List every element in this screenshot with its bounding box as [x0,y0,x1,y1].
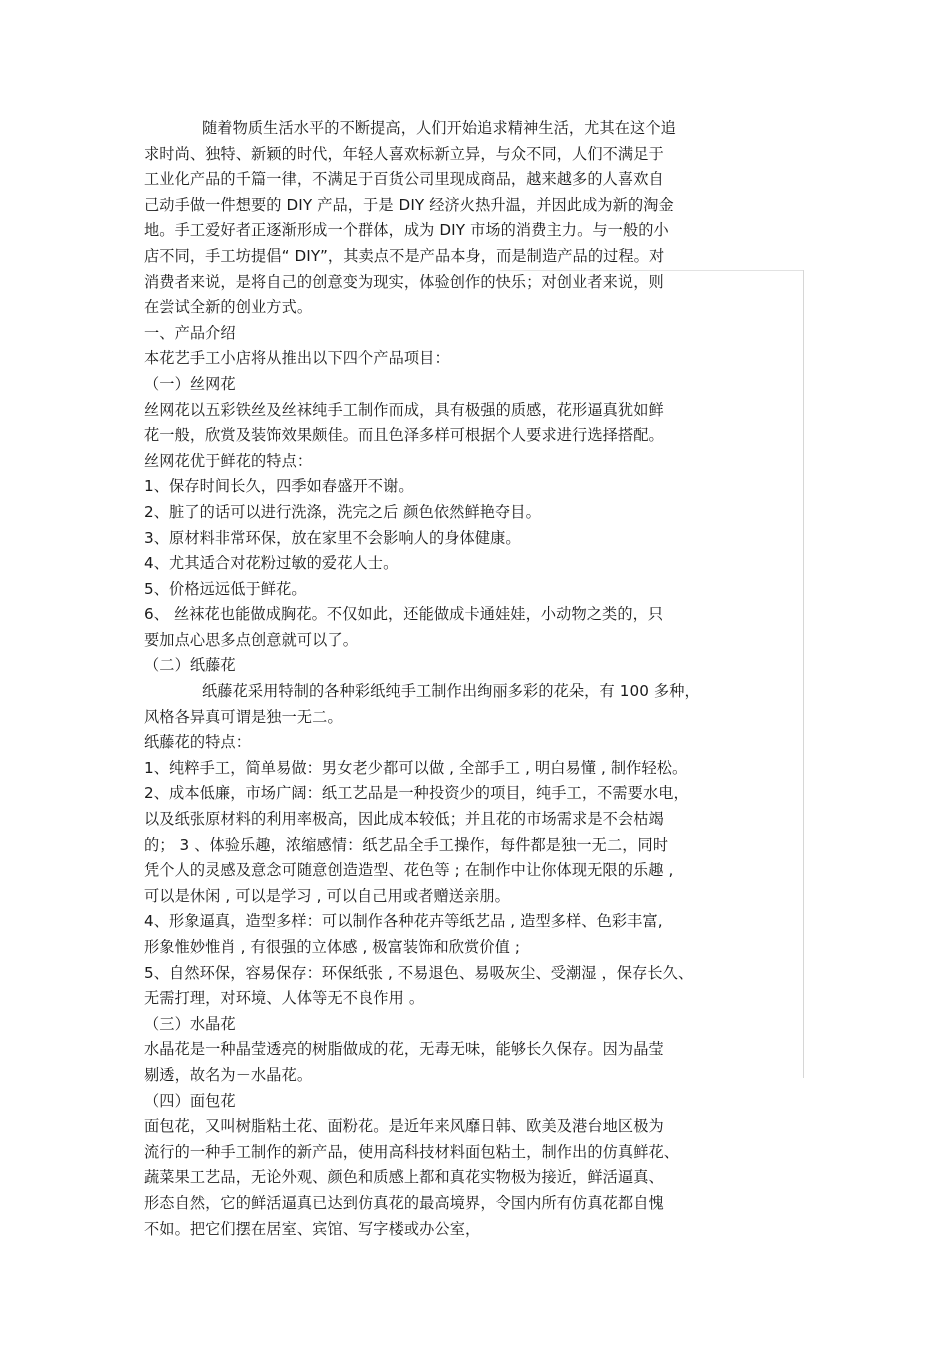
text-line: （一）丝网花 [144,374,236,393]
text-line: 丝网花优于鲜花的特点： [144,451,313,470]
document-body [144,116,809,1242]
text-line: （四）面包花 [144,1091,236,1110]
text-line: 水晶花是一种晶莹透亮的树脂做成的花，无毒无味，能够长久保存。因为晶莹 [144,1040,664,1059]
text-line: 2、脏了的话可以进行洗涤，洗完之后 颜色依然鲜艳夺目。 [144,502,541,521]
text-line: （二）纸藤花 [144,656,236,675]
text-line: 本花艺手工小店将从推出以下四个产品项目： [144,349,450,368]
text-line: 2、成本低廉，市场广阔：纸工艺品是一种投资少的项目，纯手工，不需要水电， [144,784,689,803]
text-line: 1、保存时间长久，四季如春盛开不谢。 [144,477,414,496]
text-line: 5、自然环保，容易保存：环保纸张 , 不易退色、易吸灰尘、受潮湿 ，保存长久、 [144,963,694,982]
text-line: 凭个人的灵感及意念可随意创造造型、花色等 ; 在制作中让你体现无限的乐趣 , [144,861,674,880]
text-line: 风格各异真可谓是独一无二。 [144,707,343,726]
text-line: 不如。把它们摆在居室、宾馆、写字楼或办公室， [144,1219,481,1238]
text-line: 形象惟妙惟肖 , 有很强的立体感 , 极富装饰和欣赏价值 ; [144,938,521,956]
text-line: 纸藤花采用特制的各种彩纸纯手工制作出绚丽多彩的花朵，有 100 多种， [202,682,700,701]
text-line: 以及纸张原材料的利用率极高，因此成本较低；并且花的市场需求是不会枯竭 [144,810,664,829]
text-line: 1、纯粹手工，简单易做：男女老少都可以做 , 全部手工 , 明白易懂 , 制作轻松。 [144,758,688,777]
text-line: 4、尤其适合对花粉过敏的爱花人士。 [144,554,399,573]
text-line: 剔透，故名为－水晶花。 [144,1065,313,1084]
text-line: 流行的一种手工制作的新产品，使用高科技材料面包粘土，制作出的仿真鲜花、 [144,1142,680,1161]
text-line: 3、原材料非常环保，放在家里不会影响人的身体健康。 [144,528,521,547]
text-line: 店不同，手工坊提倡“ DIY”，其卖点不是产品本身，而是制造产品的过程。对 [144,246,665,265]
text-line: 地。手工爱好者正逐渐形成一个群体，成为 DIY 市场的消费主力。与一般的小 [144,221,669,240]
text-line: 一、产品介绍 [144,323,236,342]
text-line: 4、形象逼真，造型多样：可以制作各种花卉等纸艺品 , 造型多样、色彩丰富, [144,912,663,931]
text-line: 求时尚、独特、新颖的时代，年轻人喜欢标新立异，与众不同，人们不满足于 [144,144,664,163]
text-line: （三）水晶花 [144,1014,236,1033]
text-line: 丝网花以五彩铁丝及丝袜纯手工制作而成，具有极强的质感，花形逼真犹如鲜 [144,400,664,419]
text-line: 面包花，又叫树脂粘土花、面粉花。是近年来风靡日韩、欧美及港台地区极为 [144,1117,664,1136]
text-line: 消费者来说，是将自己的创意变为现实，体验创作的快乐；对创业者来说，则 [144,272,664,291]
text-line: 花一般，欣赏及装饰效果颇佳。而且色泽多样可根据个人要求进行选择搭配。 [144,426,664,445]
text-line: 己动手做一件想要的 DIY 产品，于是 DIY 经济火热升温，并因此成为新的淘金 [144,195,674,214]
text-line: 5、价格远远低于鲜花。 [144,579,307,598]
text-line: 要加点心思多点创意就可以了。 [144,630,359,649]
text-line: 的； 3 、体验乐趣，浓缩感情：纸艺品全手工操作，每件都是独一无二，同时 [144,835,669,854]
text-line: 随着物质生活水平的不断提高，人们开始追求精神生活，尤其在这个追 [202,119,676,137]
text-line: 蔬菜果工艺品，无论外观、颜色和质感上都和真花实物极为接近，鲜活逼真、 [144,1168,664,1187]
text-line: 可以是休闲 , 可以是学习 , 可以自己用或者赠送亲朋。 [144,886,510,905]
text-line: 6、 丝袜花也能做成胸花。不仅如此，还能做成卡通娃娃，小动物之类的，只 [144,605,664,624]
text-line: 在尝试全新的创业方式。 [144,298,313,317]
text-line: 纸藤花的特点： [144,733,252,752]
text-line: 工业化产品的千篇一律，不满足于百货公司里现成商品，越来越多的人喜欢自 [144,170,664,189]
text-line: 无需打理，对环境、人体等无不良作用 。 [144,989,425,1008]
text-line: 形态自然，它的鲜活逼真已达到仿真花的最高境界，令国内所有仿真花都自愧 [144,1193,664,1212]
